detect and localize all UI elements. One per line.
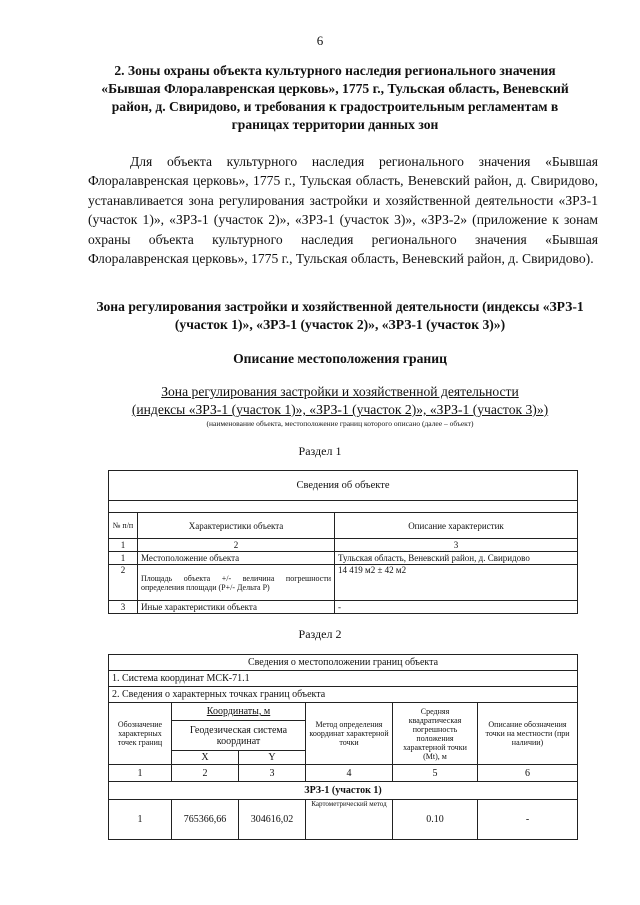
section1-label: Раздел 1: [298, 444, 342, 458]
point-method: Картометрический метод: [306, 800, 393, 840]
header-method: Метод определения координат характерной точки: [306, 703, 393, 765]
table2-idx: 1: [109, 765, 172, 782]
header-error: Средняя квадратическая погрешность положения характерной точки (Mt), м: [393, 703, 478, 765]
points-title: 2. Сведения о характерных точках границ объекта: [109, 687, 578, 703]
zone-subheader: ЗРЗ-1 (участок 1): [109, 782, 578, 800]
row-number: 1: [109, 552, 138, 565]
table2-idx: 2: [172, 765, 239, 782]
table2-idx: 6: [478, 765, 578, 782]
coordinate-system: 1. Система координат МСК-71.1: [109, 671, 578, 687]
zone-name-line1: Зона регулирования застройки и хозяйственной деятельности: [161, 384, 519, 399]
row-description: Тульская область, Веневский район, д. Свиридово: [335, 552, 578, 565]
table2-idx: 5: [393, 765, 478, 782]
table2-idx: 3: [239, 765, 306, 782]
boundary-table: [108, 654, 578, 840]
point-y: 304616,02: [239, 800, 306, 840]
object-info-table: [108, 470, 578, 614]
table-row: [109, 552, 578, 565]
table1-col-char: Характеристики объекта: [138, 513, 335, 539]
header-y: Y: [239, 751, 306, 765]
header-coords: Координаты, м: [172, 703, 306, 721]
header-description: Описание обозначения точки на местности (при наличии): [478, 703, 578, 765]
point-number: 1: [109, 800, 172, 840]
row-number: 2: [109, 565, 138, 601]
point-x: 765366,66: [172, 800, 239, 840]
section2-label: Раздел 2: [298, 627, 342, 641]
header-point: Обозначение характерных точек границ: [109, 703, 172, 765]
zone-name-block: [80, 383, 600, 419]
table2-title: Сведения о местоположении границ объекта: [109, 655, 578, 671]
table2-idx: 4: [306, 765, 393, 782]
header-x: X: [172, 751, 239, 765]
row-number: 3: [109, 601, 138, 614]
point-description: -: [478, 800, 578, 840]
table-row: [109, 565, 578, 601]
table1-idx: 2: [138, 539, 335, 552]
row-characteristic: Иные характеристики объекта: [138, 601, 335, 614]
row-characteristic: Площадь объекта +/- величина погрешности определения площади (Р+/- Дельта Р): [138, 565, 335, 601]
row-characteristic: Местоположение объекта: [138, 552, 335, 565]
zone-name-line2: (индексы «ЗРЗ-1 (участок 1)», «ЗРЗ-1 (участок 2)», «ЗРЗ-1 (участок 3)»): [131, 402, 549, 417]
section-heading: 2. Зоны охраны объекта культурного наследия регионального значения «Бывшая Флоралаврeнская церковь», 1775 г., Тульская область, Веневский район, д. Свиридово, и требования к градостроительным регламентам в границах территории данных зон: [101, 63, 569, 132]
table-row: [109, 800, 578, 840]
table1-col-num: № п/п: [109, 513, 138, 539]
zone-note: (наименование объекта, местоположение границ которого описано (далее – объект): [206, 419, 474, 428]
table1-title: Сведения об объекте: [109, 471, 578, 501]
table1-idx: 1: [109, 539, 138, 552]
table1-idx: 3: [335, 539, 578, 552]
header-geodetic: Геодезическая система координат: [172, 721, 306, 751]
row-description: 14 419 м2 ± 42 м2: [335, 565, 578, 601]
point-error: 0.10: [393, 800, 478, 840]
table1-col-desc: Описание характеристик: [335, 513, 578, 539]
description-title: Описание местоположения границ: [233, 351, 447, 366]
zone-heading: Зона регулирования застройки и хозяйственной деятельности (индексы «ЗРЗ-1 (участок 1)», «ЗРЗ-1 (участок 2)», «ЗРЗ-1 (участок 3)»): [96, 299, 584, 332]
body-paragraph: Для объекта культурного наследия регионального значения «Бывшая Флоралаврeнская церковь», 1775 г., Тульская область, Веневский район, д. Свиридово, устанавливается зона регулирования застройки и хозяйственной деятельности «ЗРЗ-1 (участок 1)», «ЗРЗ-1 (участок 2)», «ЗРЗ-1 (участок 3)», «ЗРЗ-2» (приложение к зонам охраны объекта культурного наследия регионального значения «Бывшая Флоралаврeнская церковь», 1775 г., Тульская область, Веневский район, д. Свиридово).: [88, 154, 598, 267]
row-description: -: [335, 601, 578, 614]
table-row: [109, 601, 578, 614]
page-number: 6: [316, 33, 324, 48]
